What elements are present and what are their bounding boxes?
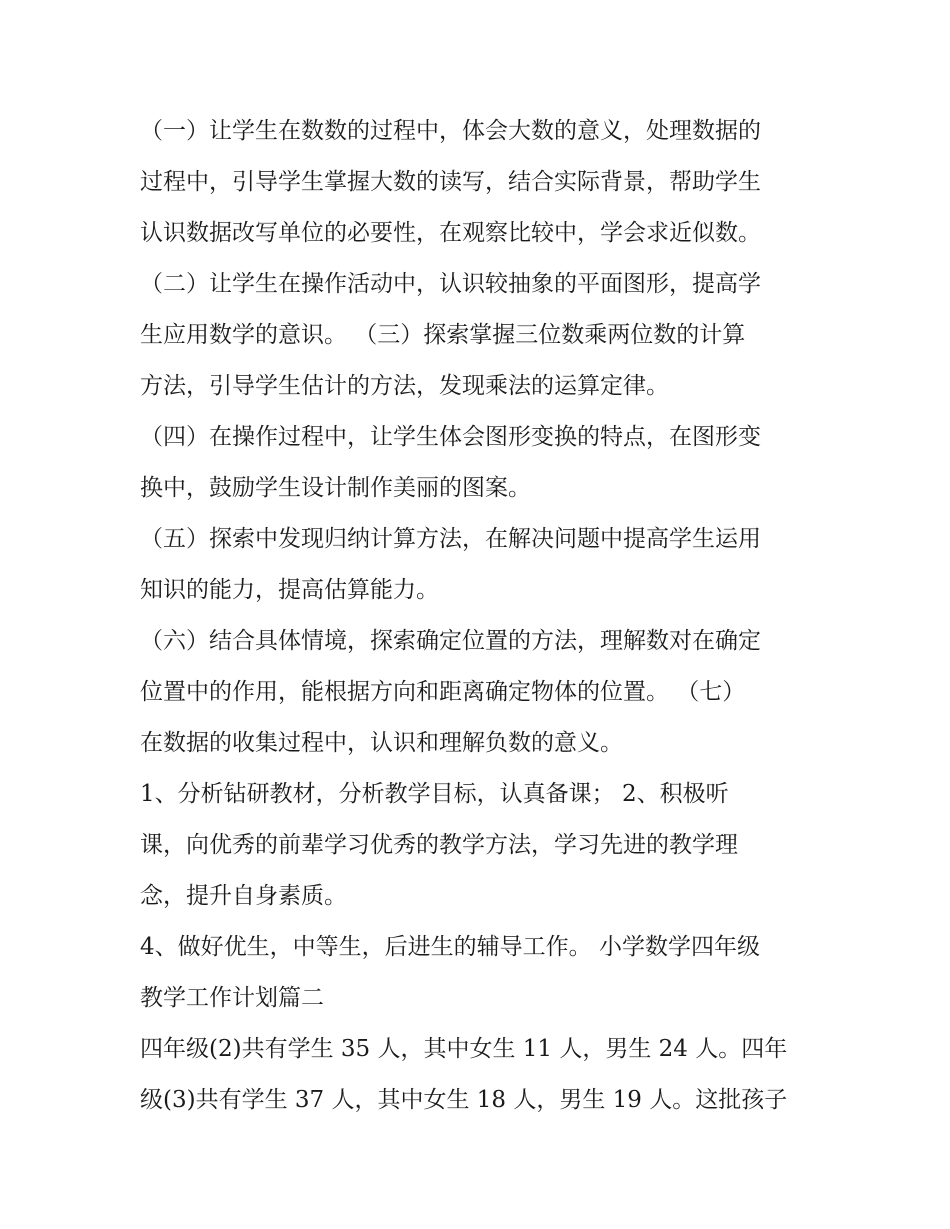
text-line: 课，向优秀的前辈学习优秀的教学方法，学习先进的教学理 [140, 832, 738, 858]
text-line: 在数据的收集过程中，认识和理解负数的意义。 [140, 730, 623, 756]
text-line: （五）探索中发现归纳计算方法，在解决问题中提高学生运用 [140, 526, 761, 552]
text-line: 方法，引导学生估计的方法，发现乘法的运算定律。 [140, 373, 669, 399]
text-line: 位置中的作用，能根据方向和距离确定物体的位置。 （七） [140, 679, 746, 705]
text-line: 生应用数学的意识。 （三）探索掌握三位数乘两位数的计算 [140, 322, 746, 348]
text-line: 4、做好优生，中等生，后进生的辅导工作。 小学数学四年级 [140, 934, 760, 960]
text-line: 教学工作计划篇二 [140, 985, 324, 1011]
text-line: 级(3)共有学生 37 人，其中女生 18 人，男生 19 人。这批孩子 [140, 1087, 788, 1113]
text-line: 知识的能力，提高估算能力。 [140, 577, 439, 603]
text-line: 过程中，引导学生掌握大数的读写，结合实际背景，帮助学生 [140, 169, 761, 195]
text-line: 念，提升自身素质。 [140, 883, 347, 909]
text-line: 1、分析钻研教材，分析教学目标，认真备课； 2、积极听 [140, 781, 729, 807]
text-line: （一）让学生在数数的过程中，体会大数的意义，处理数据的 [140, 118, 761, 144]
text-line: （六）结合具体情境，探索确定位置的方法，理解数对在确定 [140, 628, 761, 654]
text-line: 四年级(2)共有学生 35 人，其中女生 11 人，男生 24 人。四年 [140, 1036, 788, 1062]
document-body [140, 106, 830, 1126]
text-line: 认识数据改写单位的必要性，在观察比较中，学会求近似数。 [140, 220, 761, 246]
text-line: （四）在操作过程中，让学生体会图形变换的特点，在图形变 [140, 424, 761, 450]
text-line: 换中，鼓励学生设计制作美丽的图案。 [140, 475, 531, 501]
text-line: （二）让学生在操作活动中，认识较抽象的平面图形，提高学 [140, 271, 761, 297]
